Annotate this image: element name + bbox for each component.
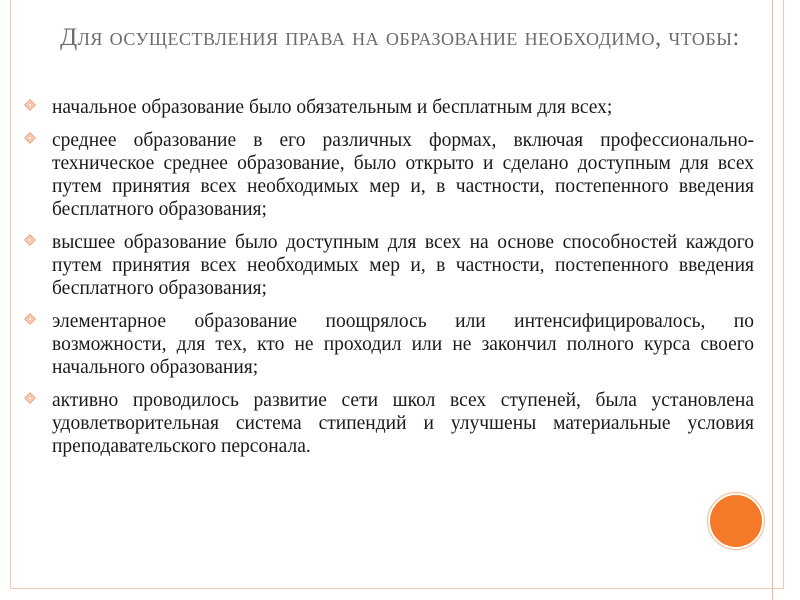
diamond-bullet-icon (24, 99, 36, 111)
diamond-bullet-icon (24, 132, 36, 144)
bullet-item (24, 310, 754, 379)
bullet-list (24, 96, 754, 468)
diamond-bullet-icon (24, 313, 36, 325)
slide-title: Для осуществления права на образование необходимо, чтобы: (60, 24, 740, 51)
bullet-item (24, 129, 754, 221)
bullet-text: активно проводилось развитие сети школ всех ступеней, была установлена удовлетворительная система стипендий и улучшены материальные условия преподавательского персонала. (52, 390, 754, 457)
bullet-text: элементарное образование поощрялось или интенсифицировалось, по возможности, для тех, кто не проходил или не закончил полного курса своего начального образования; (52, 311, 754, 378)
orange-circle-ornament (710, 495, 762, 547)
diamond-bullet-icon (24, 392, 36, 404)
slide-right-rule (772, 0, 773, 600)
bullet-text: среднее образование в его различных формах, включая профессионально-техническое среднее образование, было открыто и сделано доступным для всех путем принятия всех необходимых мер и, в частности, постепенного введения бесплатного образования; (52, 130, 754, 220)
bullet-text: начальное образование было обязательным и бесплатным для всех; (52, 97, 613, 118)
bullet-item (24, 96, 754, 119)
bullet-item (24, 231, 754, 300)
diamond-bullet-icon (24, 234, 36, 246)
bullet-item (24, 389, 754, 458)
bullet-text: высшее образование было доступным для всех на основе способностей каждого путем принятия всех необходимых мер и, в частности, постепенного введения бесплатного образования; (52, 232, 754, 299)
